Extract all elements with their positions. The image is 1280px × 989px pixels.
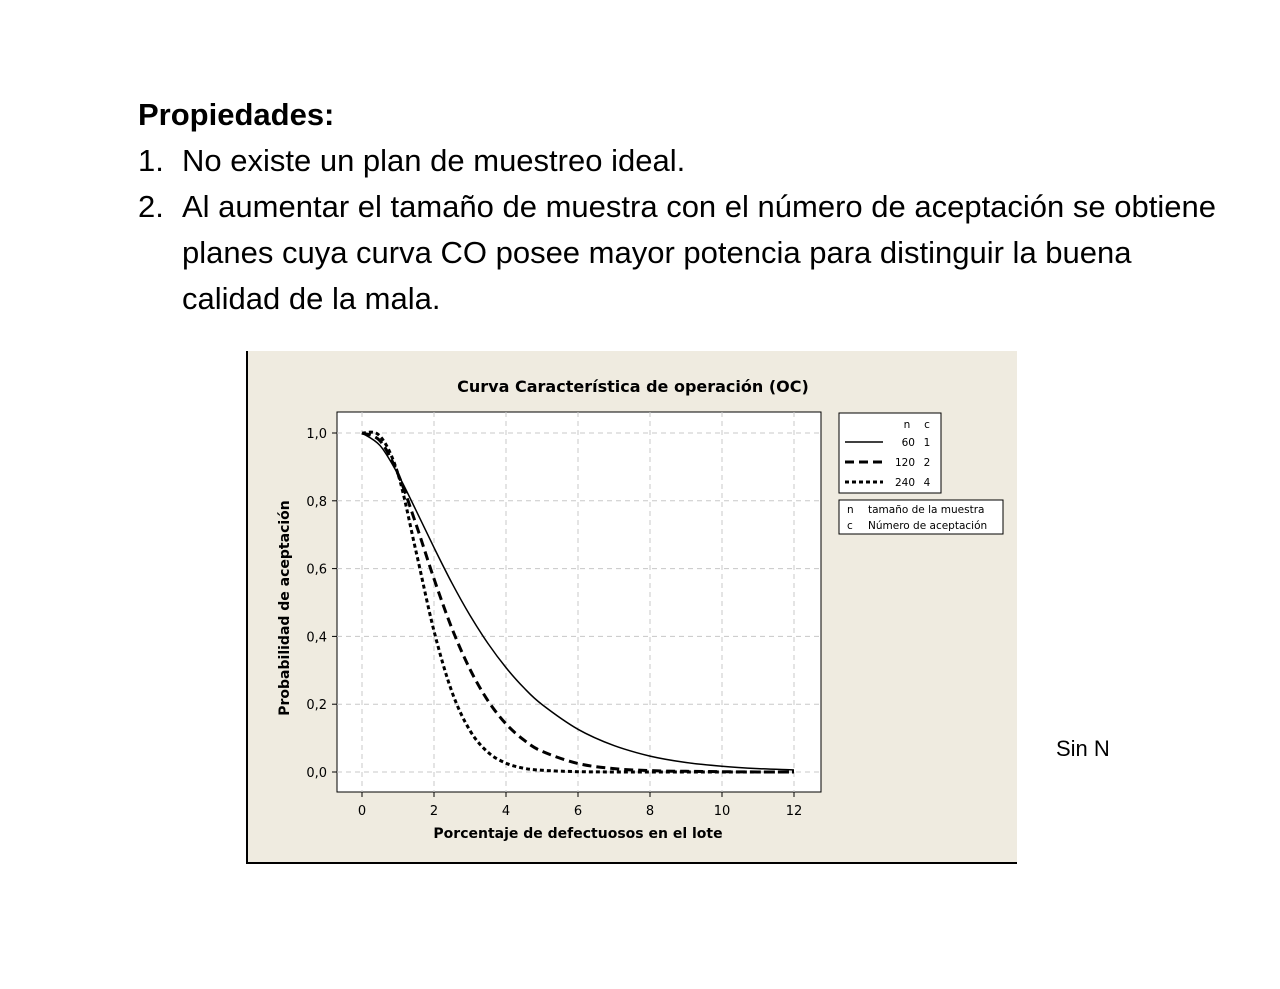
legend-n-value: 120 (894, 457, 915, 469)
x-tick-label: 0 (357, 804, 367, 819)
list-item-number: 1. (138, 143, 164, 178)
slide-heading: Propiedades: (138, 97, 335, 132)
list-item (138, 138, 1218, 184)
y-axis-label: Probabilidad de aceptación (277, 500, 293, 716)
legend-c-value: 1 (923, 437, 931, 449)
y-tick-label: 1,0 (306, 427, 327, 442)
list-item (138, 184, 1218, 322)
list-item-number: 2. (138, 189, 164, 224)
y-tick-label: 0,2 (306, 698, 327, 714)
legend-n-value: 60 (901, 437, 915, 449)
legend-note-symbol: c (847, 520, 853, 532)
x-tick-label: 4 (501, 804, 511, 819)
oc-chart-figure (246, 351, 1017, 864)
legend-c-value: 2 (923, 457, 931, 469)
legend-n-value: 240 (894, 477, 915, 489)
legend-header-c: c (924, 419, 930, 431)
x-tick-label: 10 (713, 804, 731, 819)
x-tick-label: 12 (785, 804, 803, 819)
legend-header-n: n (903, 419, 911, 431)
x-tick-label: 8 (645, 804, 655, 819)
y-tick-label: 0,6 (306, 562, 327, 578)
x-tick-label: 2 (429, 804, 439, 819)
oc-chart (248, 351, 1019, 864)
x-axis-label: Porcentaje de defectuosos en el lote (433, 826, 723, 842)
list-item-text: No existe un plan de muestreo ideal. (182, 143, 686, 178)
slide-text (138, 92, 1218, 322)
legend (839, 413, 1003, 534)
x-tick-label: 6 (573, 804, 583, 819)
chart-title: Curva Característica de operación (OC) (457, 377, 809, 396)
y-tick-label: 0,8 (306, 494, 327, 510)
y-tick-label: 0,0 (306, 766, 327, 781)
side-note: Sin N (1056, 736, 1110, 761)
legend-c-value: 4 (923, 477, 931, 489)
legend-note-symbol: n (847, 504, 854, 516)
plot-area (337, 412, 821, 792)
legend-note-text: Número de aceptación (868, 520, 988, 532)
y-tick-label: 0,4 (306, 630, 327, 646)
legend-note-text: tamaño de la muestra (868, 504, 985, 516)
list-item-text: Al aumentar el tamaño de muestra con el número de aceptación se obtiene planes cuya curva CO posee mayor potencia para distinguir la buena calidad de la mala. (182, 189, 1216, 316)
